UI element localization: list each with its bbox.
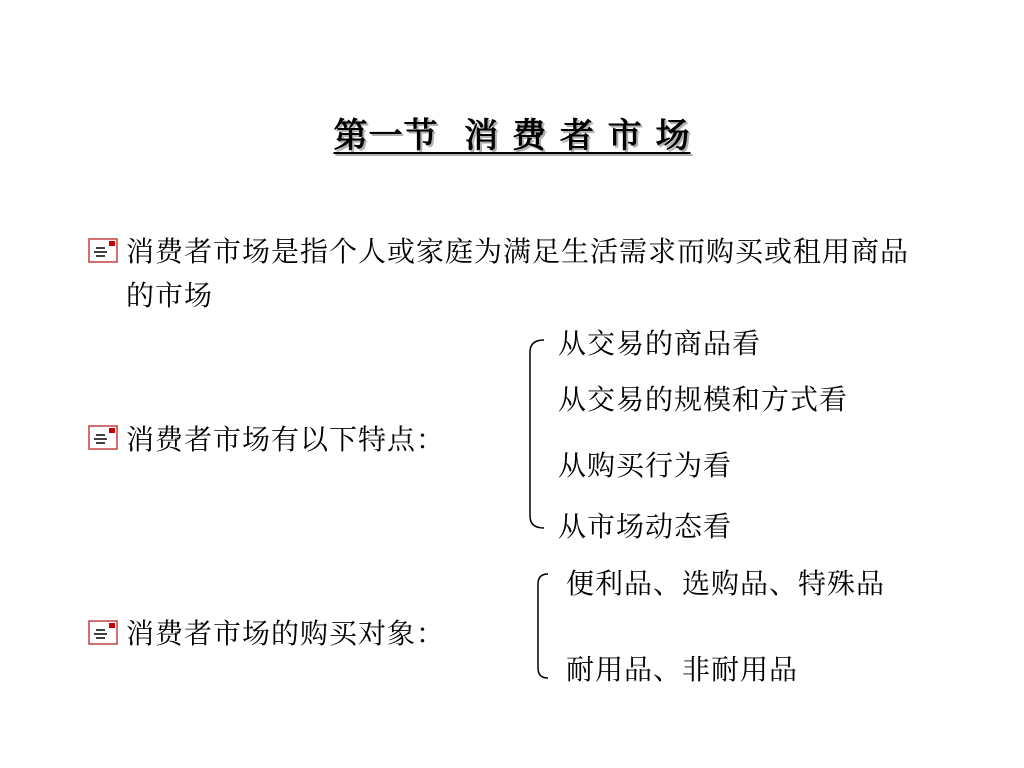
- page-flag-icon: [88, 425, 120, 451]
- purchase-object-item: 耐用品、非耐用品: [566, 653, 799, 686]
- definition-text: 消费者市场是指个人或家庭为满足生活需求而购买或租用商品的市场: [126, 235, 910, 312]
- page-flag-icon: [88, 620, 120, 646]
- characteristic-item: 从市场动态看: [558, 510, 733, 543]
- page-flag-icon: [88, 238, 120, 264]
- purchase-objects-brace: [534, 572, 554, 680]
- purchase-objects-label: 消费者市场的购买对象：: [126, 617, 446, 650]
- characteristic-item: 从交易的商品看: [558, 327, 762, 360]
- characteristics-label: 消费者市场有以下特点：: [126, 423, 446, 456]
- characteristics-brace: [526, 338, 550, 530]
- purchase-object-item: 便利品、选购品、特殊品: [566, 567, 886, 600]
- characteristic-item: 从购买行为看: [558, 449, 733, 482]
- slide-title: 第一节 消 费 者 市 场: [333, 116, 691, 156]
- characteristic-item: 从交易的规模和方式看: [558, 383, 849, 416]
